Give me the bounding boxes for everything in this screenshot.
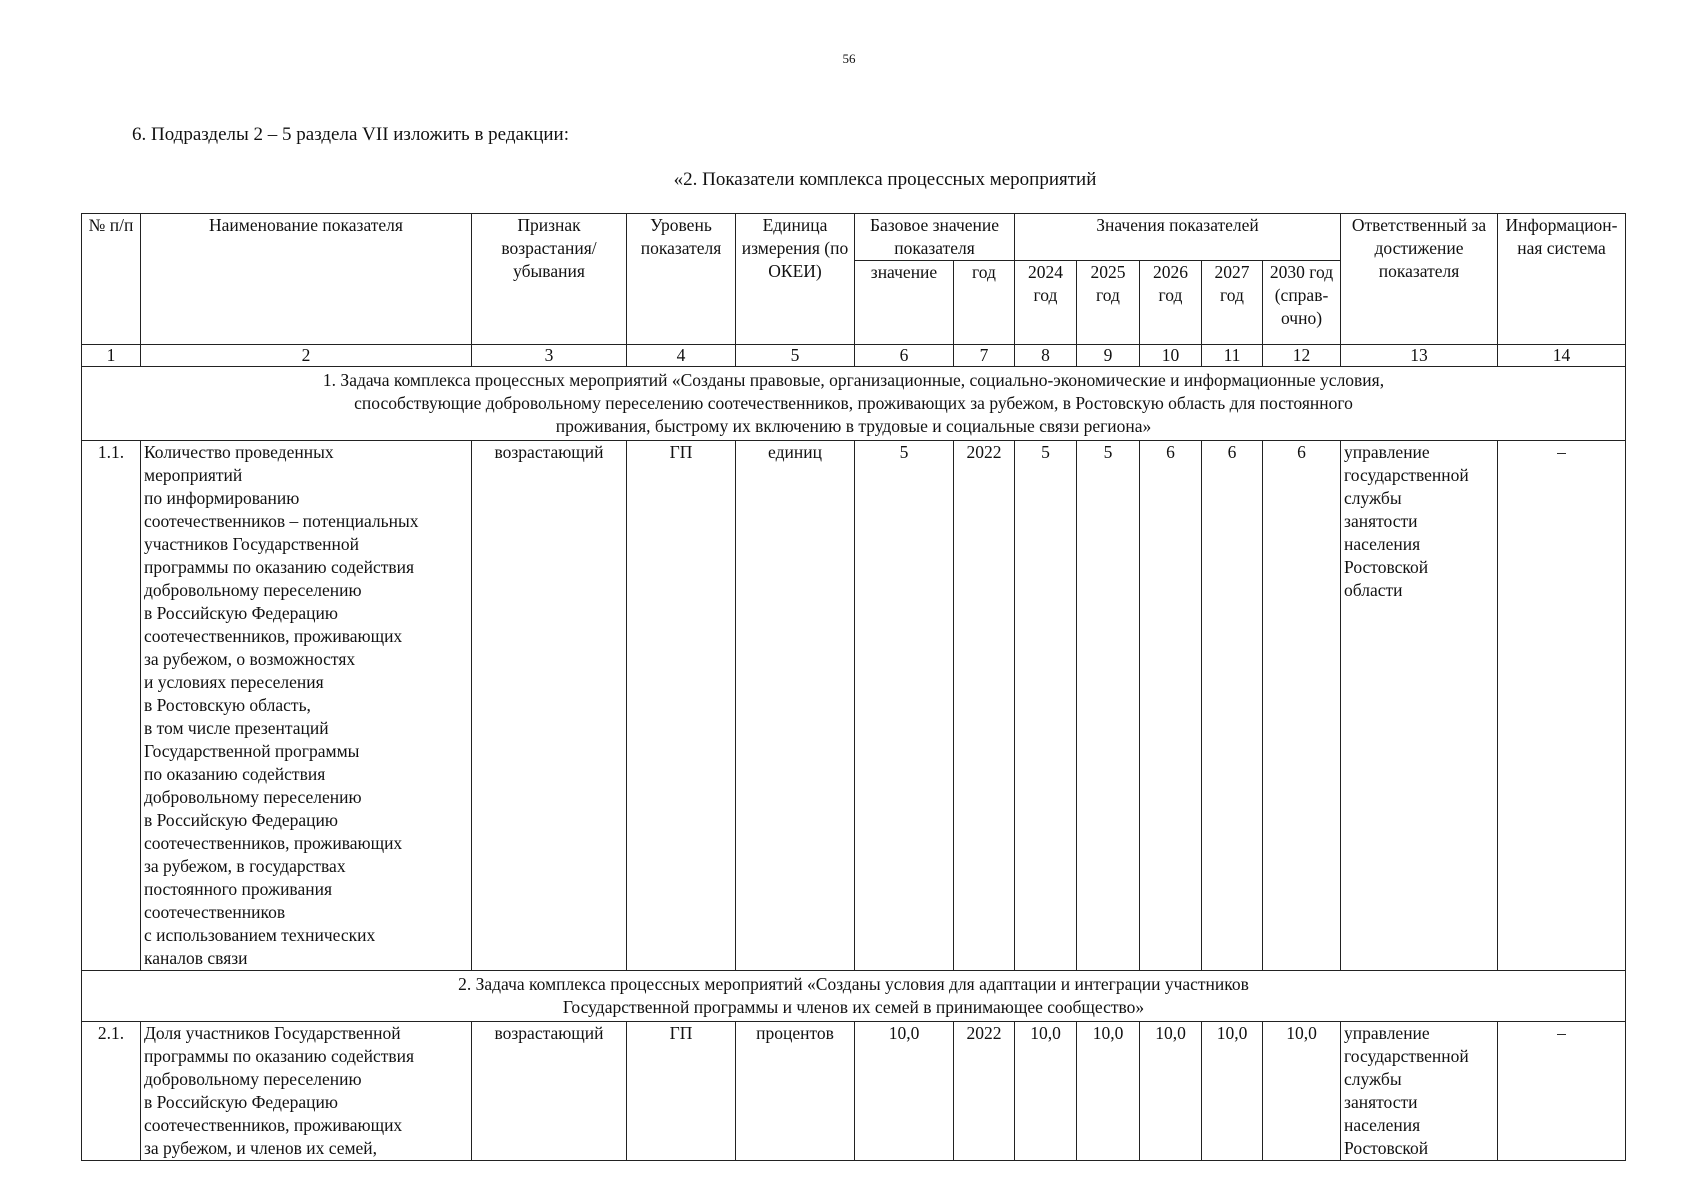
base-year: 2022 xyxy=(954,441,1015,971)
table-row xyxy=(82,441,1626,971)
value-2027: 10,0 xyxy=(1202,1022,1263,1161)
header-values: Значения показателей xyxy=(1015,214,1341,261)
section-subtitle-text: «2. Показатели комплекса процессных мероприятий xyxy=(673,169,1097,190)
indicator-name: Количество проведенных мероприятий по информированию соотечественников – потенциальных участников Государственной программы по оказанию содействия добровольному переселению в Российскую Федерацию соотечественников, проживающих за рубежом, о возможностях и условиях переселения в Ростовскую область, в том числе презентаций Государственной программы по оказанию содействия добровольному переселению в Российскую Федерацию соотечественников, проживающих за рубежом, в государствах постоянного проживания соотечественников с использованием технических каналов связи xyxy=(141,441,472,971)
task-2-row xyxy=(82,971,1626,1022)
indicator-name: Доля участников Государственной программы по оказанию содействия добровольному переселению в Российскую Федерацию соотечественников, проживающих за рубежом, и членов их семей, xyxy=(141,1022,472,1161)
base-year: 2022 xyxy=(954,1022,1015,1161)
col-number: 14 xyxy=(1498,345,1626,367)
header-base: Базовое значение показателя xyxy=(855,214,1015,261)
intro-text: 6. Подразделы 2 – 5 раздела VII изложить в редакции: xyxy=(132,124,569,145)
row-number: 2.1. xyxy=(82,1022,141,1161)
col-number: 9 xyxy=(1077,345,1140,367)
col-number: 7 xyxy=(954,345,1015,367)
indicator-sign: возрастающий xyxy=(472,441,627,971)
header-2027: 2027 год xyxy=(1202,261,1263,345)
value-2027: 6 xyxy=(1202,441,1263,971)
responsible: управление государственной службы занятости населения Ростовской области xyxy=(1341,441,1498,971)
header-base-value: значение xyxy=(855,261,954,345)
header-sign: Признак возрастания/ убывания xyxy=(472,214,627,345)
task-2-text: 2. Задача комплекса процессных мероприятий «Созданы условия для адаптации и интеграции участников Государственной программы и членов их семей в принимающее сообщество» xyxy=(82,971,1626,1022)
info-system: – xyxy=(1498,1022,1626,1161)
col-number: 11 xyxy=(1202,345,1263,367)
col-number: 10 xyxy=(1140,345,1202,367)
header-row-1 xyxy=(82,214,1626,261)
base-value: 10,0 xyxy=(855,1022,954,1161)
header-responsible: Ответственный за достижение показателя xyxy=(1341,214,1498,345)
header-base-year: год xyxy=(954,261,1015,345)
col-number: 6 xyxy=(855,345,954,367)
value-2025: 5 xyxy=(1077,441,1140,971)
col-number: 1 xyxy=(82,345,141,367)
indicator-unit: процентов xyxy=(736,1022,855,1161)
header-level: Уровень показателя xyxy=(627,214,736,345)
column-number-row xyxy=(82,345,1626,367)
header-2026: 2026 год xyxy=(1140,261,1202,345)
col-number: 13 xyxy=(1341,345,1498,367)
value-2026: 10,0 xyxy=(1140,1022,1202,1161)
value-2030: 10,0 xyxy=(1263,1022,1341,1161)
row-number: 1.1. xyxy=(82,441,141,971)
indicator-sign: возрастающий xyxy=(472,1022,627,1161)
indicators-table xyxy=(81,213,1626,1161)
base-value: 5 xyxy=(855,441,954,971)
col-number: 3 xyxy=(472,345,627,367)
info-system: – xyxy=(1498,441,1626,971)
table-row xyxy=(82,1022,1626,1161)
header-info-system: Информацион-ная система xyxy=(1498,214,1626,345)
col-number: 2 xyxy=(141,345,472,367)
col-number: 8 xyxy=(1015,345,1077,367)
header-unit: Единица измерения (по ОКЕИ) xyxy=(736,214,855,345)
value-2024: 10,0 xyxy=(1015,1022,1077,1161)
page-number: 56 xyxy=(842,51,856,66)
col-number: 4 xyxy=(627,345,736,367)
col-number: 12 xyxy=(1263,345,1341,367)
task-1-text: 1. Задача комплекса процессных мероприятий «Созданы правовые, организационные, социально-экономические и информационные условия, способствующие добровольному переселению соотечественников, проживающих за рубежом, в Ростовскую область для постоянного проживания, быстрому их включению в трудовые и социальные связи региона» xyxy=(82,367,1626,441)
section-subtitle xyxy=(0,169,1698,191)
responsible: управление государственной службы занятости населения Ростовской xyxy=(1341,1022,1498,1161)
value-2030: 6 xyxy=(1263,441,1341,971)
value-2026: 6 xyxy=(1140,441,1202,971)
header-2024: 2024 год xyxy=(1015,261,1077,345)
value-2024: 5 xyxy=(1015,441,1077,971)
header-2030: 2030 год (справ-очно) xyxy=(1263,261,1341,345)
task-1-row xyxy=(82,367,1626,441)
header-name: Наименование показателя xyxy=(141,214,472,345)
header-2025: 2025 год xyxy=(1077,261,1140,345)
value-2025: 10,0 xyxy=(1077,1022,1140,1161)
indicator-unit: единиц xyxy=(736,441,855,971)
indicator-level: ГП xyxy=(627,441,736,971)
header-num: № п/п xyxy=(82,214,141,345)
indicator-level: ГП xyxy=(627,1022,736,1161)
col-number: 5 xyxy=(736,345,855,367)
